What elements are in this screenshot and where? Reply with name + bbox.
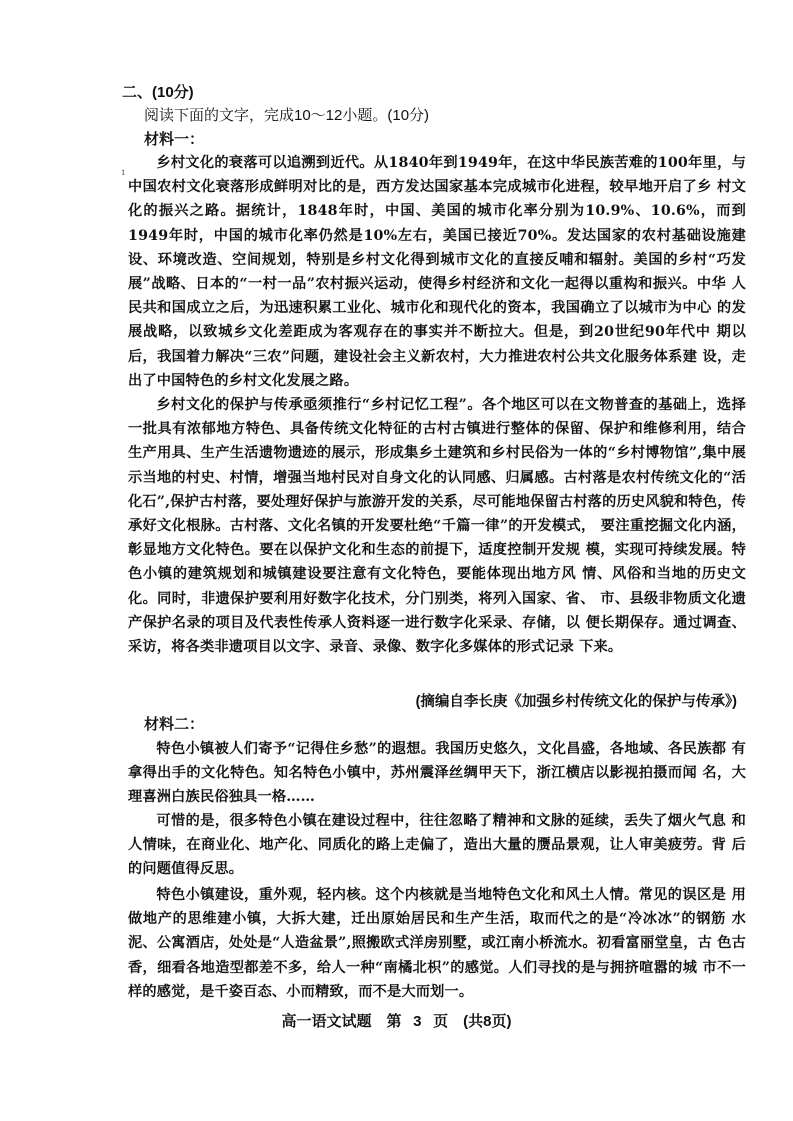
material-2-paragraph-3: 特色小镇建设，重外观，轻内核。这个内核就是当地特色文化和风土人情。常见的误区是 用做地产的思维建小镇，大拆大建，迁出原始居民和生产生活，取而代之的是“冷冰冰”的钢筋 水泥、公寓酒店，处处是“人造盆景”,照搬欧式洋房别墅，或江南小桥流水。初看富丽堂皇，古 色古香，细看各地造型都差不多，给人一种“南橘北枳”的感觉。人们寻找的是与拥挤喧嚣的城 市不一样的感觉，是千姿百态、小而精致，而不是大而划一。 bbox=[128, 887, 746, 1000]
material-1-label: 材料一： bbox=[144, 131, 205, 148]
material-1-source: (摘编自李长庚《加强乡村传统文化的保护与传承》) bbox=[415, 694, 737, 710]
material-2-label: 材料二： bbox=[144, 716, 205, 733]
material-2-paragraph-1: 特色小镇被人们寄予“记得住乡愁”的遐想。我国历史悠久，文化昌盛，各地域、各民族都 有拿得出手的文化特色。知名特色小镇中，苏州震泽丝绸甲天下，浙江横店以影视拍摄而闻 名，大理喜洲白族民俗独具一格…… bbox=[128, 741, 746, 806]
section-instruction: 阅读下面的文字，完成10～12小题。(10分) bbox=[144, 107, 430, 124]
material-1-paragraph-1: 乡村文化的衰落可以追溯到近代。从1840年到1949年，在这中华民族苦难的100年里，与中国农村文化衰落形成鲜明对比的是，西方发达国家基本完成城市化进程，较早地开启了乡 村文化的振兴之路。据统计，1848年时，中国、美国的城市化率分别为10.9%、10.6%，而到 1949年时，中国的城市化率仍然是10%左右，美国已接近70%。发达国家的农村基础设施建 设、环境改造、空间规划，特别是乡村文化得到城市文化的直接反哺和辐射。美国的乡村“巧发 展”战略、日本的“一村一品”农村振兴运动，使得乡村经济和文化一起得以重构和振兴。中华 人民共和国成立之后，为迅速积累工业化、城市化和现代化的资本，我国确立了以城市为中心 的发展战略，以致城乡文化差距成为客观存在的事实并不断拉大。但是，到20世纪90年代中 期以后，我国着力解决“三农”问题，建设社会主义新农村，大力推进农村公共文化服务体系建 设，走出了中国特色的乡村文化发展之路。 bbox=[128, 155, 746, 389]
page-footer: 高一语文试题 第 3 页 (共8页) bbox=[281, 1013, 512, 1030]
material-2-paragraph-2: 可惜的是，很多特色小镇在建设过程中，往往忽略了精神和文脉的延续，丢失了烟火气息 和人情味，在商业化、地产化、同质化的路上走偏了，造出大量的赝品景观，让人审美疲劳。背 后的问题值得反思。 bbox=[128, 813, 746, 878]
paragraph-marker: 1 bbox=[121, 169, 126, 177]
material-1-paragraph-2: 乡村文化的保护与传承亟须推行“乡村记忆工程”。各个地区可以在文物普查的基础上，选择一批具有浓郁地方特色、具备传统文化特征的古村古镇进行整体的保留、保护和维修利用，结合生产用具、生产生活遗物遗迹的展示，形成集乡土建筑和乡村民俗为一体的“乡村博物馆”,集中展示当地的村史、村情，增强当地村民对自身文化的认同感、归属感。古村落是农村传统文化的“活化石”,保护古村落，要处理好保护与旅游开发的关系，尽可能地保留古村落的历史风貌和特色，传承好文化根脉。古村落、文化名镇的开发要杜绝“千篇一律”的开发模式， 要注重挖掘文化内涵，彰显地方文化特色。要在以保护文化和生态的前提下，适度控制开发规 模，实现可持续发展。特色小镇的建筑规划和城镇建设要注意有文化特色，要能体现出地方风 情、风俗和当地的历史文化。同时，非遗保护要利用好数字化技术，分门别类，将列入国家、省、 市、县级非物质文化遗产保护名录的项目及代表性传承人资料逐一进行数字化采录、存储，以 便长期保存。通过调查、采访，将各类非遗项目以文字、录音、录像、数字化多媒体的形式记录 下来。 bbox=[128, 397, 746, 656]
section-title: 二、(10分) bbox=[122, 84, 194, 101]
